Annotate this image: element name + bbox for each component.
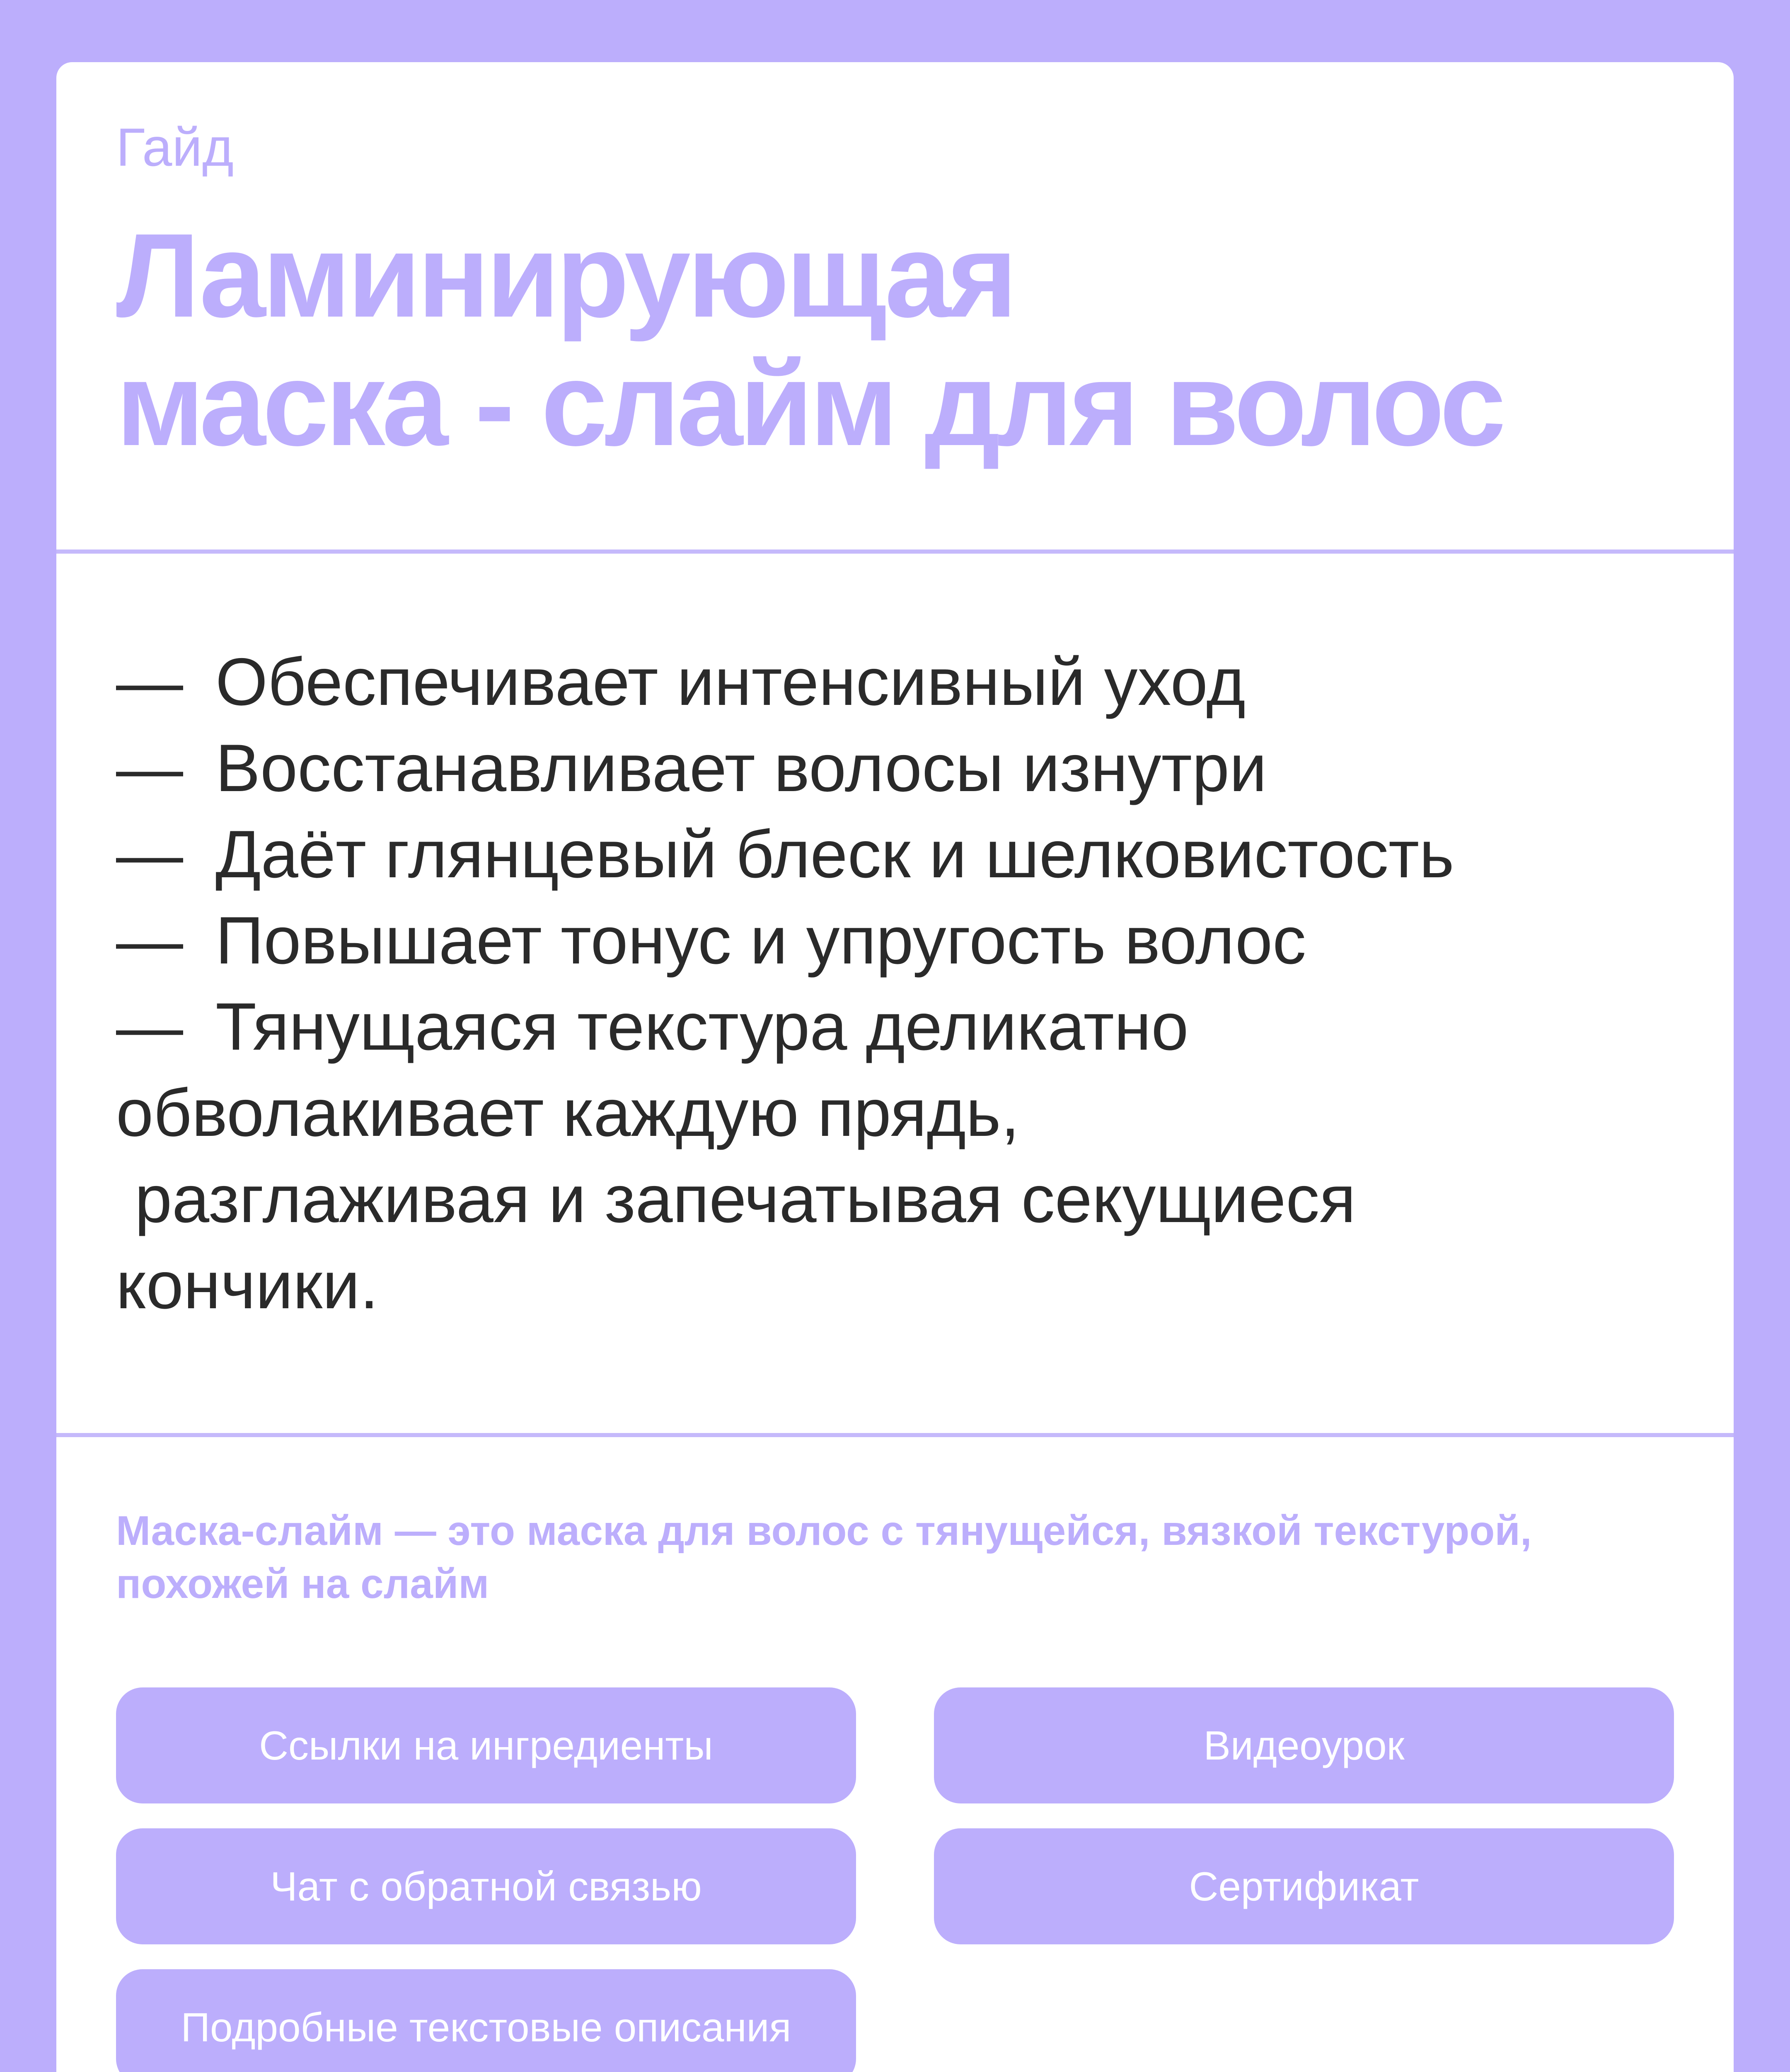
text-descriptions-button[interactable]: Подробные текстовые описания [116,1969,856,2072]
feature-text: Обеспечивает интенсивный уход [215,644,1246,719]
feature-list [116,639,1674,1329]
dash-marker: — [116,989,183,1064]
ingredients-links-button[interactable]: Ссылки на ингредиенты [116,1687,856,1803]
note-line-2: похожей на слайм [116,1561,489,1607]
dash-marker: — [116,903,183,978]
dash-marker: — [116,644,183,719]
feature-item [116,811,1674,898]
feature-continuation: разглаживая и запечатывая секущиеся [116,1162,1356,1237]
video-lesson-button[interactable]: Видеоурок [934,1687,1674,1803]
divider-bottom [56,1433,1734,1437]
feedback-chat-button[interactable]: Чат с обратной связью [116,1828,856,1944]
eyebrow-label: Гайд [116,117,234,177]
feature-item [116,639,1674,725]
title-line-1: Ламинирующая [116,209,1014,342]
feature-continuation: кончики. [116,1248,379,1323]
page-title [116,209,1649,471]
definition-note [116,1504,1674,1610]
dash-marker: — [116,731,183,806]
feature-item [116,898,1674,984]
title-line-2: маска - слайм для волос [116,337,1503,471]
divider-top [56,549,1734,554]
feature-text: Восстанавливает волосы изнутри [215,731,1267,806]
guide-card [56,62,1734,2072]
feature-item [116,984,1674,1070]
feature-text: Тянущаяся текстура деликатно [215,989,1189,1064]
dash-marker: — [116,817,183,892]
feature-continuation: обволакивает каждую прядь, [116,1075,1020,1150]
feature-text: Повышает тонус и упругость волос [215,903,1306,978]
feature-text: Даёт глянцевый блеск и шелковистость [215,817,1454,892]
note-line-1: Маска-слайм — это маска для волос с тянущейся, вязкой текстурой, [116,1508,1532,1554]
feature-item [116,725,1674,811]
certificate-button[interactable]: Сертификат [934,1828,1674,1944]
